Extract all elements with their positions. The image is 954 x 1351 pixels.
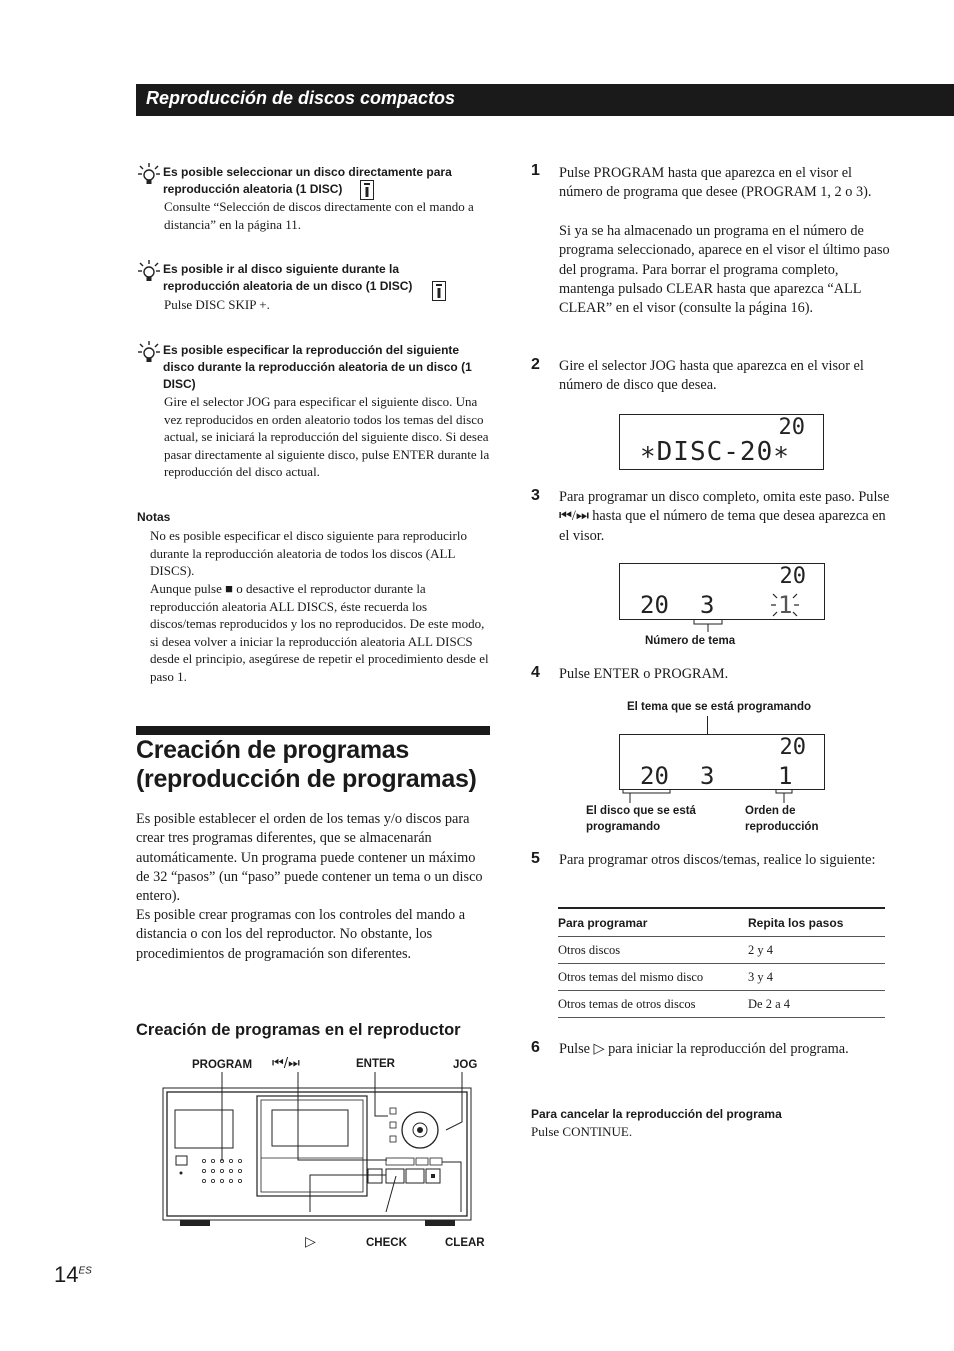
table-cell: Otros discos	[558, 937, 748, 964]
table-header: Para programar	[558, 908, 748, 937]
step-text: Para programar un disco completo, omita este paso. Pulse ⏮/⏭ hasta que el número de tema que desea aparezca en el visor.	[559, 489, 890, 544]
lightbulb-icon	[138, 341, 162, 363]
caption: El tema que se está programando	[627, 701, 812, 713]
blink-icon	[770, 590, 800, 620]
page-number: $14^{ES}$	[54, 1262, 92, 1287]
caption: El disco que se está programando	[586, 805, 696, 833]
notes-title: Notas	[137, 510, 171, 524]
label-jog: JOG	[453, 1059, 478, 1071]
step-text: Gire el selector JOG hasta que aparezca en el visor el número de disco que desea.	[559, 358, 864, 394]
step-number: 2	[531, 356, 540, 373]
caption: Número de tema	[645, 635, 736, 647]
note-item: Aunque pulse ■ o desactive el reproductor durante la reproducción aleatoria ALL DISCS, éste recuerda los discos/temas reproducidos y los no reproducidos. De este modo, si desea volver a iniciar la reproducción aleatoria ALL DISCS desde el principio, asegúrese de repetir el procedimiento desde el paso 1.	[150, 581, 489, 684]
label-enter: ENTER	[356, 1058, 395, 1070]
lcd-main-text: ∗DISC-20∗	[640, 437, 790, 467]
tip-title: Es posible especificar la reproducción del siguiente disco durante la reproducción aleatoria de un disco (1 DISC)	[163, 343, 472, 391]
lcd-step-number: 1	[778, 591, 793, 619]
table-row	[558, 937, 885, 964]
bracket	[692, 618, 724, 632]
subheading: Creación de programas en el reproductor	[136, 1021, 461, 1039]
lcd-program-number: 20	[779, 564, 806, 589]
lcd-program-number: 20	[779, 735, 806, 760]
step-text: Para programar otros discos/temas, realice lo siguiente:	[559, 852, 876, 868]
tip-title: Es posible ir al disco siguiente durante la reproducción aleatoria de un disco (1 DISC)	[163, 262, 413, 293]
table-header: Repita los pasos	[748, 908, 885, 937]
cancel-title: Para cancelar la reproducción del programa	[531, 1107, 782, 1121]
step-text: Pulse PROGRAM hasta que aparezca en el visor el número de programa que desee (PROGRAM 1, 2 o 3).	[559, 165, 872, 201]
table-cell: Otros temas de otros discos	[558, 991, 748, 1018]
intro-paragraph: Es posible crear programas con los controles del mando a distancia o con los del reproductor. No obstante, los procedimientos de programación son diferentes.	[136, 907, 466, 962]
label-skip: ⏮/⏭	[272, 1056, 300, 1071]
section-header	[136, 84, 954, 116]
table-row	[558, 964, 885, 991]
table-cell: 2 y 4	[748, 937, 885, 964]
step-text: Pulse ENTER o PROGRAM.	[559, 666, 729, 682]
cancel-body: Pulse CONTINUE.	[531, 1124, 633, 1139]
step-number: 4	[531, 664, 540, 681]
step-number: 6	[531, 1039, 540, 1056]
program-steps-table	[558, 907, 885, 1018]
tip-body: Gire el selector JOG para especificar el siguiente disco. Una vez reproducidos en orden aleatorio todos los temas del disco actual, se iniciará la reproducción del siguiente disco. Si desea pasar directamente al siguiente disco, pulse ENTER durante la reproducción del disco actual.	[164, 394, 490, 479]
tip-body: Consulte “Selección de discos directamente con el mando a distancia” en la página 11.	[164, 199, 474, 232]
lcd-display	[619, 414, 824, 470]
label-play: ▷	[305, 1234, 316, 1250]
step-text: Si ya se ha almacenado un programa en el número de programa seleccionado, aparece en el visor el último paso del programa. Para borrar el programa completo, mantenga pulsado CLEAR hasta que aparezca “ALL CLEAR” en el visor (consulte la página 16).	[559, 223, 890, 317]
cd-player-diagram	[160, 1070, 480, 1235]
section-title: Creación de programas (reproducción de programas)	[136, 736, 477, 793]
step-text: Pulse ▷ para iniciar la reproducción del programa.	[559, 1041, 849, 1057]
lcd-track-number: 3	[700, 762, 715, 790]
lcd-step-number: 1	[778, 762, 793, 790]
header-title: Reproducción de discos compactos	[146, 88, 456, 108]
step-number: 1	[531, 162, 540, 179]
step-number: 3	[531, 487, 540, 504]
label-program: PROGRAM	[192, 1059, 253, 1071]
lcd-program-number: 20	[778, 415, 805, 440]
lcd-disc-number: 20	[640, 762, 669, 790]
label-check: CHECK	[366, 1237, 407, 1249]
lcd-display	[619, 563, 825, 620]
section-rule	[136, 726, 490, 735]
table-cell: 3 y 4	[748, 964, 885, 991]
tip-body: Pulse DISC SKIP +.	[164, 297, 270, 312]
label-clear: CLEAR	[445, 1237, 485, 1249]
table-header-row	[558, 908, 885, 937]
table-row	[558, 991, 885, 1018]
lightbulb-icon	[138, 163, 162, 185]
lcd-disc-number: 20	[640, 591, 669, 619]
note-item: No es posible especificar el disco siguiente para reproducirlo durante la reproducción aleatoria de todos los discos (ALL DISCS).	[150, 528, 467, 578]
caption: Orden de reproducción	[745, 805, 819, 833]
lightbulb-icon	[138, 260, 162, 282]
lcd-track-number: 3	[700, 591, 715, 619]
tip-title: Es posible seleccionar un disco directamente para reproducción aleatoria (1 DISC)	[163, 165, 452, 196]
step-number: 5	[531, 850, 540, 867]
table-cell: De 2 a 4	[748, 991, 885, 1018]
table-cell: Otros temas del mismo disco	[558, 964, 748, 991]
intro-paragraph: Es posible establecer el orden de los temas y/o discos para crear tres programas diferentes, que se almacenarán automáticamente. Un programa puede contener un máximo de 32 “pasos” (un “paso” puede contener un tema o un disco entero).	[136, 811, 483, 905]
lcd-display	[619, 734, 825, 790]
